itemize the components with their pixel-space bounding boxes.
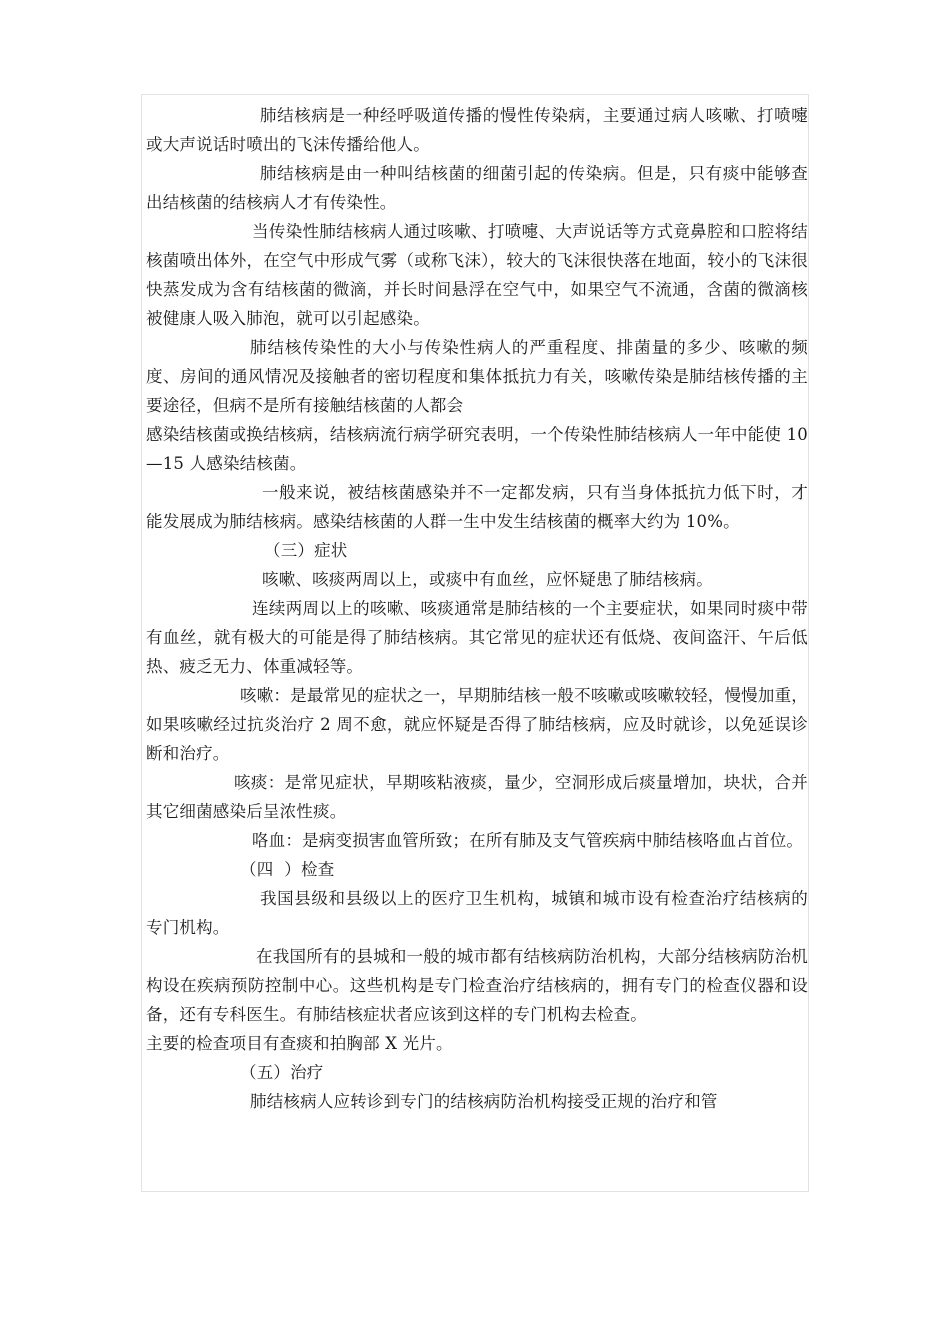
paragraph-epidemiology: 感染结核菌或换结核病，结核病流行病学研究表明，一个传染性肺结核病人一年中能使 10—15 人感染结核菌。 [146, 425, 808, 473]
paragraph-infectivity-factors: 肺结核传染性的大小与传染性病人的严重程度、排菌量的多少、咳嗽的频度、房间的通风情况及接触者的密切程度和集体抵抗力有关，咳嗽传染是肺结核传播的主要途径，但病不是所有接触结核菌的人都会 [146, 338, 808, 415]
paragraph-symptom-summary: 咳嗽、咳痰两周以上，或痰中有血丝，应怀疑患了肺结核病。 [262, 570, 713, 589]
paragraph-transmission-route: 肺结核病是一种经呼吸道传播的慢性传染病，主要通过病人咳嗽、打喷嚏或大声说话时喷出的飞沫传播给他人。 [146, 106, 808, 154]
paragraph-tb-control-agencies: 在我国所有的县城和一般的城市都有结核病防治机构，大部分结核病防治机构设在疾病预防控制中心。这些机构是专门检查治疗结核病的，拥有专门的检查仪器和设备，还有专科医生。有肺结核症状者应该到这样的专门机构去检查。 [146, 947, 808, 1024]
document-body [146, 101, 808, 1116]
paragraph-droplet-spread: 当传染性肺结核病人通过咳嗽、打喷嚏、大声说话等方式竟鼻腔和口腔将结核菌喷出体外，在空气中形成气雾（或称飞沫），较大的飞沫很快落在地面，较小的飞沫很快蒸发成为含有结核菌的微滴，并长时间悬浮在空气中，如果空气不流通，含菌的微滴核被健康人吸入肺泡，就可以引起感染。 [146, 222, 808, 328]
paragraph-treatment: 肺结核病人应转诊到专门的结核病防治机构接受正规的治疗和管 [250, 1092, 718, 1111]
paragraph-cough: 咳嗽：是最常见的症状之一，早期肺结核一般不咳嗽或咳嗽较轻，慢慢加重，如果咳嗽经过抗炎治疗 2 周不愈，就应怀疑是否得了肺结核病，应及时就诊，以免延误诊断和治疗。 [146, 686, 808, 763]
section-heading-treatment: （五）治疗 [240, 1063, 324, 1082]
section-heading-symptoms: （三）症状 [264, 541, 348, 560]
paragraph-cause: 肺结核病是由一种叫结核菌的细菌引起的传染病。但是，只有痰中能够查出结核菌的结核病人才有传染性。 [146, 164, 808, 212]
section-heading-exam: （四 ）检查 [240, 860, 335, 879]
paragraph-exam-items: 主要的检查项目有查痰和拍胸部 X 光片。 [146, 1034, 453, 1053]
paragraph-sputum: 咳痰：是常见症状，早期咳粘液痰，量少，空洞形成后痰量增加，块状，合并其它细菌感染后呈浓性痰。 [146, 773, 808, 821]
paragraph-hemoptysis: 咯血：是病变损害血管所致；在所有肺及支气管疾病中肺结核咯血占首位。 [252, 831, 804, 850]
document-frame [141, 94, 809, 1192]
paragraph-infection-vs-disease: 一般来说，被结核菌感染并不一定都发病，只有当身体抵抗力低下时，才能发展成为肺结核病。感染结核菌的人群一生中发生结核菌的概率大约为 10%。 [146, 483, 808, 531]
paragraph-exam-institutions: 我国县级和县级以上的医疗卫生机构，城镇和城市设有检查治疗结核病的专门机构。 [146, 889, 808, 937]
paragraph-main-symptoms: 连续两周以上的咳嗽、咳痰通常是肺结核的一个主要症状，如果同时痰中带有血丝，就有极大的可能是得了肺结核病。其它常见的症状还有低烧、夜间盗汗、午后低热、疲乏无力、体重减轻等。 [146, 599, 808, 676]
